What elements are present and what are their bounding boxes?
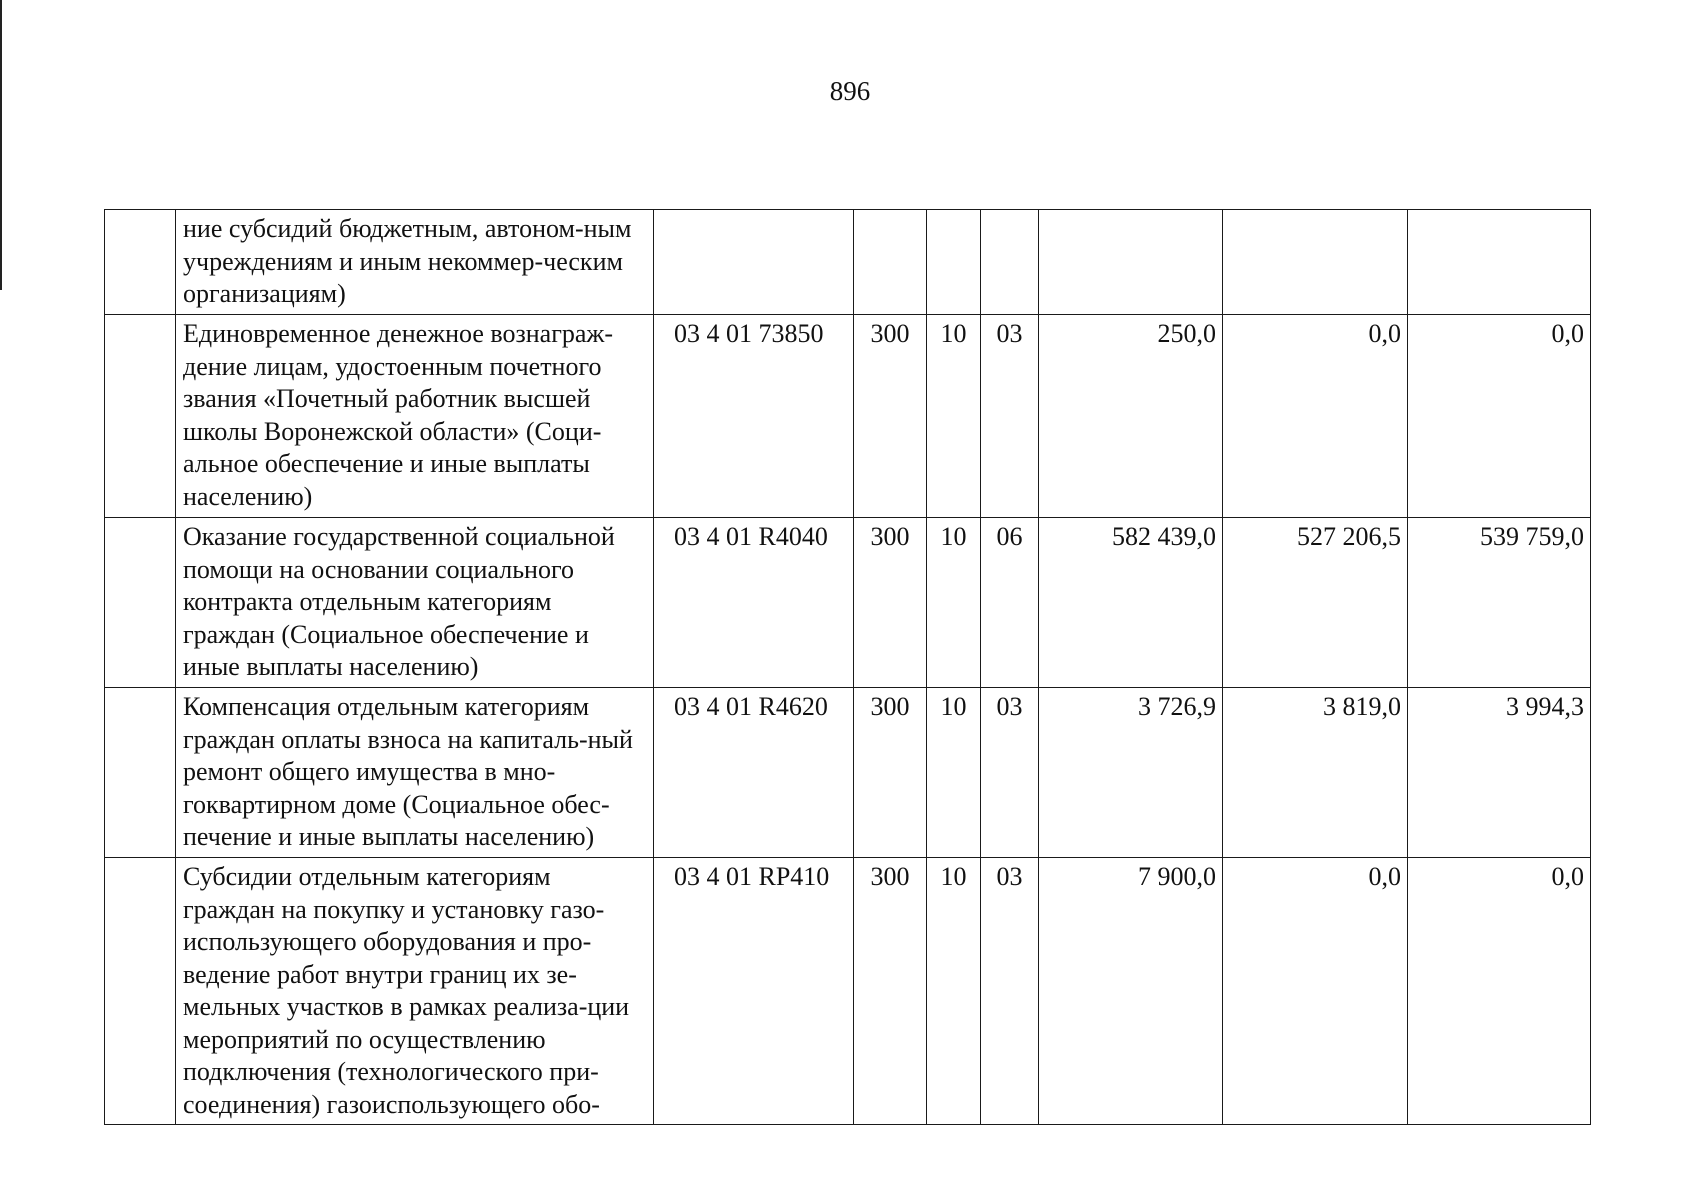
subsection-cell: 03 — [981, 858, 1039, 1125]
row-index-cell — [105, 210, 176, 315]
amount-1-cell: 582 439,0 — [1039, 518, 1223, 688]
table-row — [105, 858, 1591, 1125]
section-cell: 10 — [927, 858, 981, 1125]
subsection-cell: 06 — [981, 518, 1039, 688]
row-index-cell — [105, 858, 176, 1125]
budget-table — [104, 209, 1591, 1125]
amount-3-cell — [1408, 210, 1591, 315]
budget-table-body — [105, 210, 1591, 1125]
page-number: 896 — [829, 76, 871, 106]
description-cell: Оказание государственной социальной помощи на основании социального контракта отдельным категориям граждан (Социальное обеспечение и иные выплаты населению) — [176, 518, 654, 688]
description-cell: Компенсация отдельным категориям граждан оплаты взноса на капиталь-ный ремонт общего имущества в мно-гоквартирном доме (Социальное обес-печение и иные выплаты населению) — [176, 688, 654, 858]
table-row — [105, 518, 1591, 688]
expense-type-cell: 300 — [854, 688, 927, 858]
amount-2-cell: 0,0 — [1223, 858, 1408, 1125]
amount-2-cell — [1223, 210, 1408, 315]
amount-1-cell: 3 726,9 — [1039, 688, 1223, 858]
scan-edge-line — [0, 0, 2, 290]
description-cell: Субсидии отдельным категориям граждан на покупку и установку газо-использующего оборудования и про-ведение работ внутри границ их зе-мельных участков в рамках реализа-ции мероприятий по осуществлению подключения (технологического при-соединения) газоиспользующего обо- — [176, 858, 654, 1125]
expense-type-cell: 300 — [854, 518, 927, 688]
amount-3-cell: 3 994,3 — [1408, 688, 1591, 858]
table-row — [105, 688, 1591, 858]
amount-3-cell: 539 759,0 — [1408, 518, 1591, 688]
expense-type-cell — [854, 210, 927, 315]
subsection-cell: 03 — [981, 688, 1039, 858]
expense-type-cell: 300 — [854, 315, 927, 518]
amount-1-cell: 7 900,0 — [1039, 858, 1223, 1125]
amount-2-cell: 527 206,5 — [1223, 518, 1408, 688]
description-cell: ние субсидий бюджетным, автоном-ным учреждениям и иным некоммер-ческим организациям) — [176, 210, 654, 315]
row-index-cell — [105, 315, 176, 518]
section-cell: 10 — [927, 518, 981, 688]
target-article-cell: 03 4 01 R4620 — [654, 688, 854, 858]
target-article-cell: 03 4 01 73850 — [654, 315, 854, 518]
subsection-cell — [981, 210, 1039, 315]
table-row — [105, 210, 1591, 315]
amount-2-cell: 0,0 — [1223, 315, 1408, 518]
target-article-cell — [654, 210, 854, 315]
subsection-cell: 03 — [981, 315, 1039, 518]
target-article-cell: 03 4 01 RP410 — [654, 858, 854, 1125]
section-cell — [927, 210, 981, 315]
section-cell: 10 — [927, 688, 981, 858]
description-cell: Единовременное денежное вознаграж-дение лицам, удостоенным почетного звания «Почетный работник высшей школы Воронежской области» (Соци-альное обеспечение и иные выплаты населению) — [176, 315, 654, 518]
amount-1-cell — [1039, 210, 1223, 315]
amount-3-cell: 0,0 — [1408, 315, 1591, 518]
row-index-cell — [105, 688, 176, 858]
target-article-cell: 03 4 01 R4040 — [654, 518, 854, 688]
amount-3-cell: 0,0 — [1408, 858, 1591, 1125]
amount-2-cell: 3 819,0 — [1223, 688, 1408, 858]
section-cell: 10 — [927, 315, 981, 518]
expense-type-cell: 300 — [854, 858, 927, 1125]
table-row — [105, 315, 1591, 518]
row-index-cell — [105, 518, 176, 688]
amount-1-cell: 250,0 — [1039, 315, 1223, 518]
